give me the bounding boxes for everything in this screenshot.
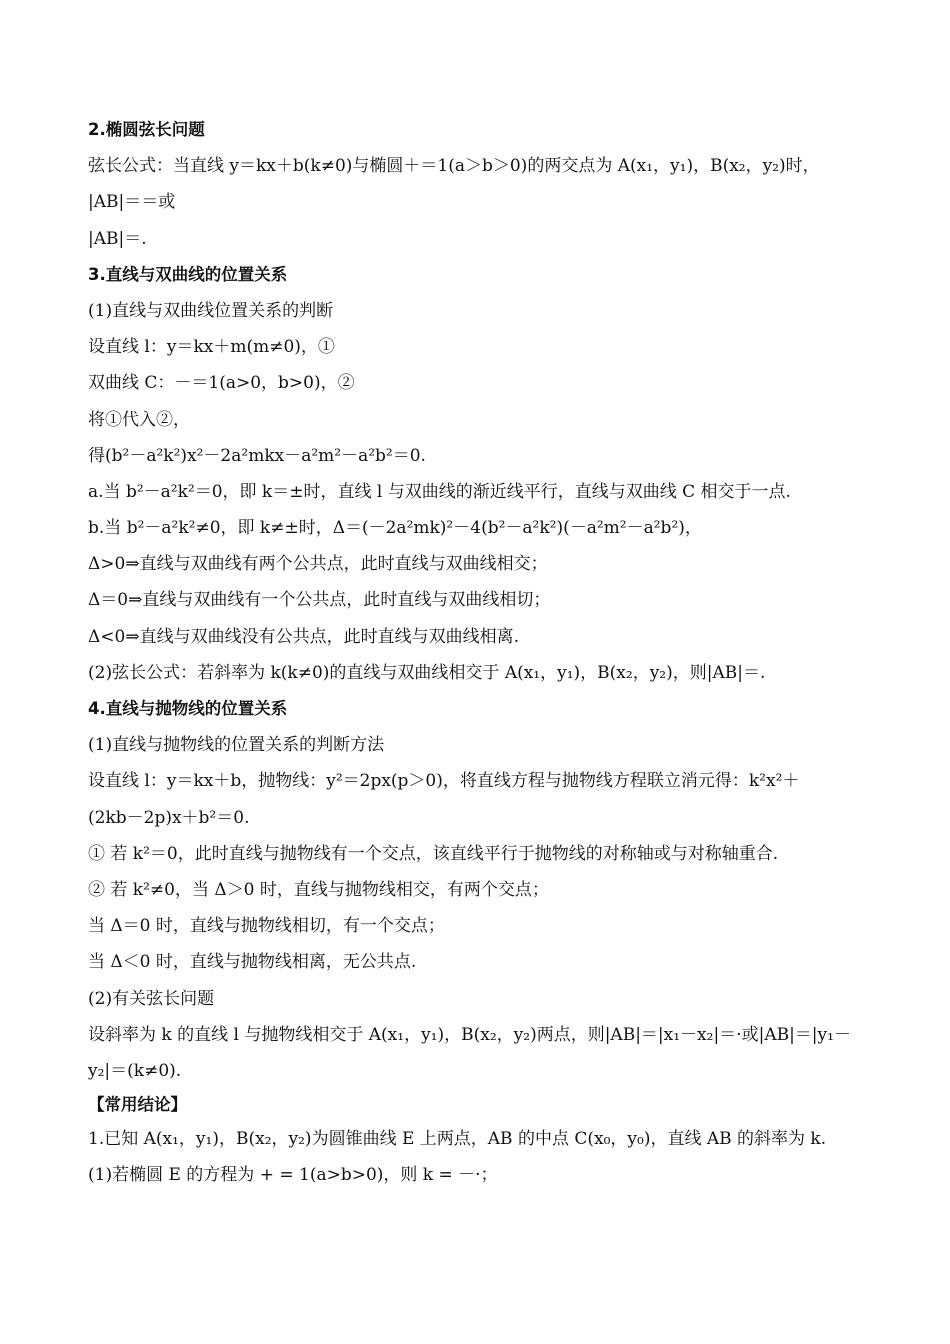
text-line: 1.已知 A(x₁，y₁)，B(x₂，y₂)为圆锥曲线 E 上两点，AB 的中点 C(x₀，y₀)，直线 AB 的斜率为 k.	[88, 1129, 827, 1150]
document-body	[88, 112, 868, 1193]
text-line: ② 若 k²≠0，当 Δ＞0 时，直线与抛物线相交，有两个交点；	[88, 879, 549, 900]
text-line: (2)弦长公式：若斜率为 k(k≠0)的直线与双曲线相交于 A(x₁，y₁)，B(x₂，y₂)，则|AB|＝.	[88, 662, 766, 683]
text-line: ① 若 k²＝0，此时直线与抛物线有一个交点，该直线平行于抛物线的对称轴或与对称轴重合.	[88, 843, 779, 864]
text-line: |AB|＝.	[88, 228, 147, 249]
text-line: (1)直线与双曲线位置关系的判断	[88, 300, 334, 321]
text-line: 当 Δ＜0 时，直线与抛物线相离，无公共点.	[88, 952, 417, 973]
text-line: (2)有关弦长问题	[88, 988, 215, 1009]
text-line: 弦长公式：当直线 y＝kx＋b(k≠0)与椭圆＋＝1(a＞b＞0)的两交点为 A(x₁，y₁)，B(x₂，y₂)时，	[88, 156, 820, 177]
text-line: 设斜率为 k 的直线 l 与抛物线相交于 A(x₁，y₁)，B(x₂，y₂)两点，则|AB|＝|x₁－x₂|＝·或|AB|＝|y₁－	[88, 1024, 851, 1045]
text-line: y₂|＝(k≠0).	[88, 1060, 182, 1081]
text-line: 当 Δ＝0 时，直线与抛物线相切，有一个交点；	[88, 916, 445, 937]
text-line: (1)若椭圆 E 的方程为 + = 1(a>b>0)，则 k = －·；	[88, 1165, 498, 1186]
section-heading-common-conclusions: 【常用结论】	[88, 1095, 187, 1115]
text-line: Δ>0⇒直线与双曲线有两个公共点，此时直线与双曲线相交；	[88, 554, 548, 575]
text-line: a.当 b²－a²k²＝0，即 k＝±时，直线 l 与双曲线的渐近线平行，直线与双曲线 C 相交于一点.	[88, 481, 791, 502]
text-line: b.当 b²－a²k²≠0，即 k≠±时，Δ＝(－2a²mk)²－4(b²－a²k²)(－a²m²－a²b²)，	[88, 518, 702, 539]
text-line: (1)直线与抛物线的位置关系的判断方法	[88, 735, 385, 756]
text-line: 双曲线 C：－＝1(a>0，b>0)，②	[88, 373, 355, 394]
text-line: |AB|＝＝或	[88, 192, 176, 213]
section-heading-line-hyperbola: 3.直线与双曲线的位置关系	[88, 264, 288, 284]
text-line: (2kb－2p)x＋b²＝0.	[88, 807, 250, 828]
text-line: 得(b²－a²k²)x²－2a²mkx－a²m²－a²b²＝0.	[88, 445, 426, 466]
text-line: 将①代入②，	[88, 409, 190, 430]
section-heading-line-parabola: 4.直线与抛物线的位置关系	[88, 699, 288, 718]
text-line: 设直线 l：y＝kx＋m(m≠0)，①	[88, 337, 335, 358]
text-line: 设直线 l：y＝kx＋b，抛物线：y²＝2px(p＞0)，将直线方程与抛物线方程联立消元得：k²x²＋	[88, 771, 800, 792]
text-line: Δ<0⇒直线与双曲线没有公共点，此时直线与双曲线相离.	[88, 626, 519, 647]
section-heading-ellipse-chord: 2.椭圆弦长问题	[88, 120, 205, 139]
text-line: Δ＝0⇒直线与双曲线有一个公共点，此时直线与双曲线相切；	[88, 590, 551, 611]
